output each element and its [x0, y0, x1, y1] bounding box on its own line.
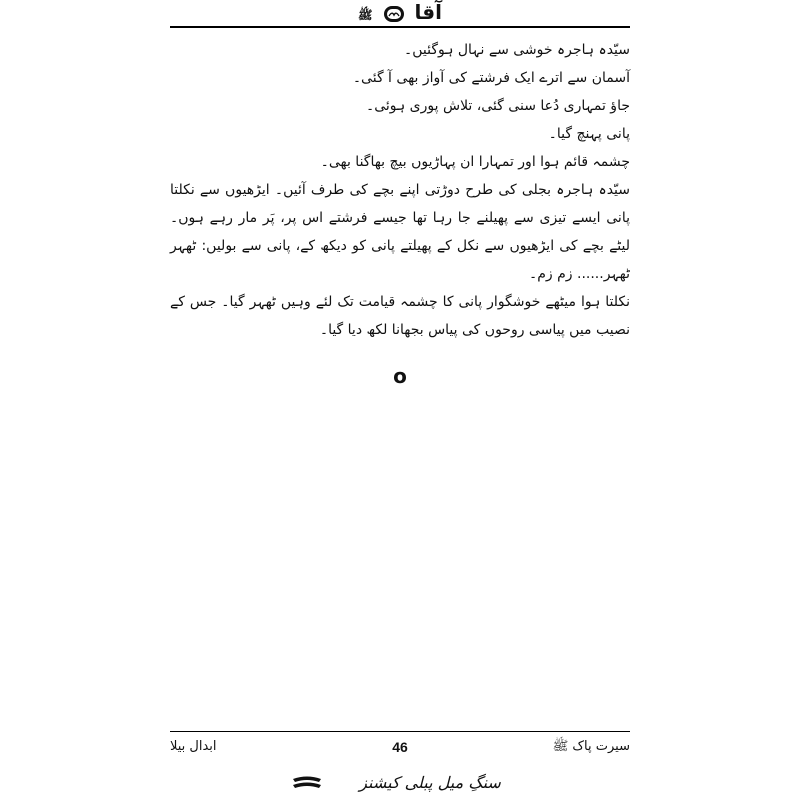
header-seal-glyph: ﷺ [358, 8, 373, 22]
publisher-imprint [290, 768, 530, 798]
running-header-title [170, 0, 630, 27]
footer-author: ابدال بیلا [170, 739, 217, 754]
page-number: 46 [392, 739, 408, 755]
publisher-logo-icon [290, 773, 324, 793]
paragraph: جاؤ تمہاری دُعا سنی گئی، تلاش پوری ہوئی۔ [366, 98, 630, 114]
section-end-mark: o [393, 364, 407, 388]
paragraph: نکلتا ہوا میٹھے خوشگوار پانی کا چشمہ قیامت تک لئے وہیں ٹھہر گیا۔ جس کے نصیب میں پیاسی روحوں کی پیاس بجھانا لکھ دیا گیا۔ [170, 294, 630, 338]
page-footer [170, 734, 630, 760]
paragraph: سیّدہ ہاجرہ بجلی کی طرح دوڑتی اپنے بچے کی طرف آئیں۔ ایڑھیوں سے نکلتا پانی ایسے تیزی سے پھیلنے جا رہا تھا جیسے فرشتے اس پر، پَر مار رہے ہوں۔ لیٹے بچے کی ایڑھیوں سے نکل کے پھیلتے پانی کو دیکھ کے، پانی سے بولیں: ٹھہر ٹھہر...... زم زم۔ [170, 182, 630, 282]
paragraph: پانی پہنچ گیا۔ [548, 126, 630, 142]
calligraphic-seal-icon [383, 3, 405, 25]
footer-divider [170, 731, 630, 732]
publisher-name: سنگِ میل پبلی کیشنز [359, 773, 501, 792]
paragraph: سیّدہ ہاجرہ خوشی سے نہال ہوگئیں۔ [404, 42, 630, 58]
header-divider [170, 26, 630, 28]
paragraph: چشمہ قائم ہوا اور تمہارا ان پہاڑیوں بیچ بھاگنا بھی۔ [320, 154, 630, 170]
header-title-text: آقا [414, 0, 442, 24]
paragraph: آسمان سے اترے ایک فرشتے کی آواز بھی آ گئی۔ [352, 70, 630, 86]
page-header [170, 0, 630, 28]
body-text [170, 36, 630, 344]
footer-book-title: سیرت پاک ﷺ [552, 739, 630, 754]
